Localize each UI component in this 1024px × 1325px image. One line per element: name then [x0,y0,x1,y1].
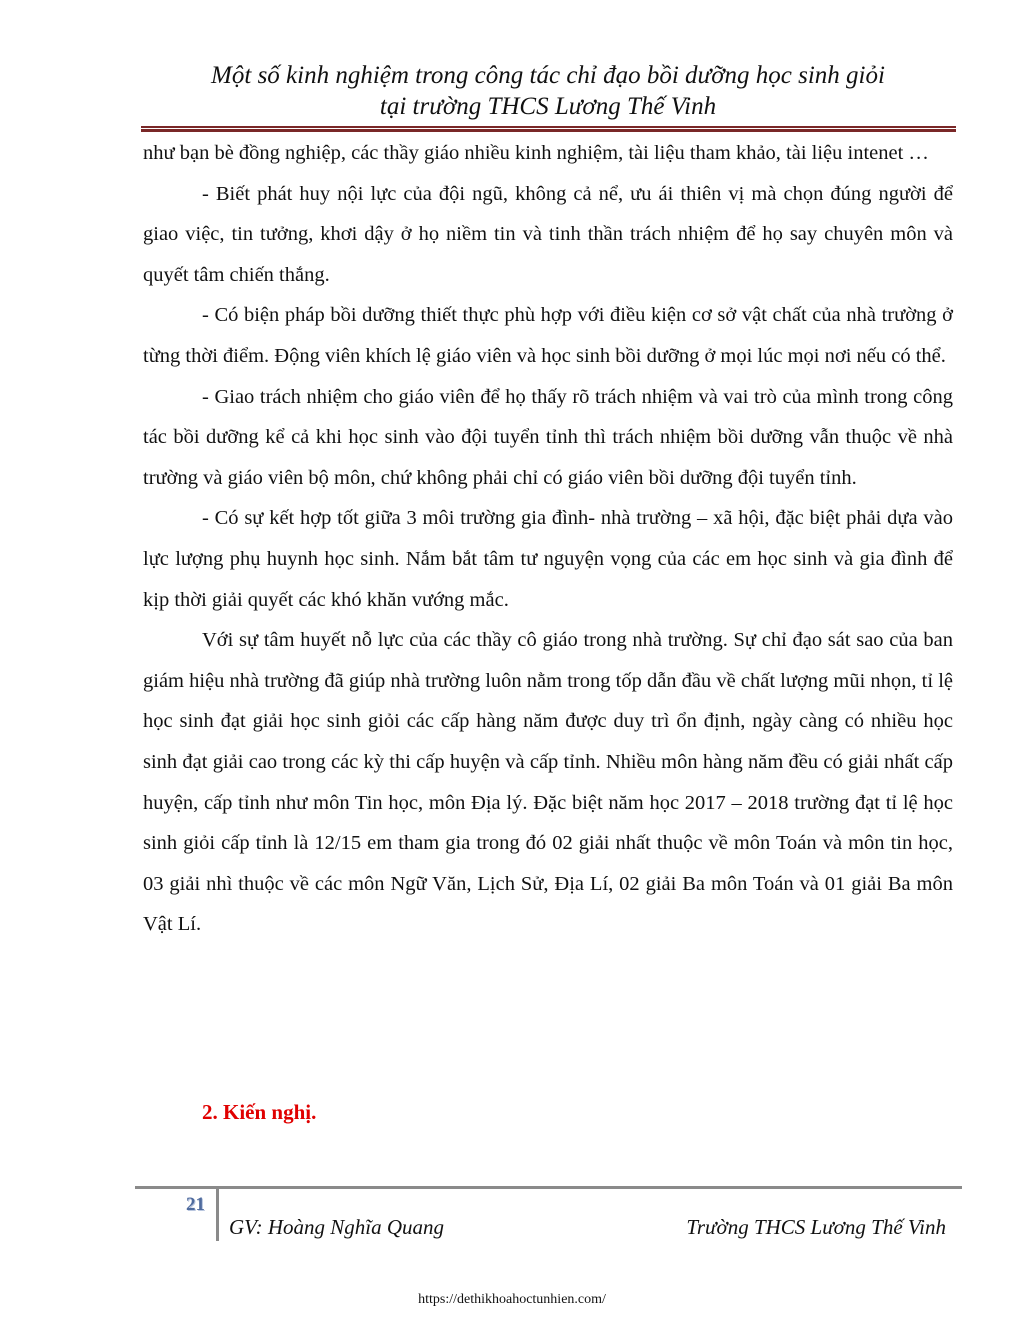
page-number: 21 [186,1194,205,1215]
paragraph-results: Với sự tâm huyết nỗ lực của các thầy cô giáo trong nhà trường. Sự chỉ đạo sát sao của ban giám hiệu nhà trường đã giúp nhà trường luôn nằm trong tốp dẫn đầu về chất lượng mũi nhọn, tỉ lệ học sinh đạt giải học sinh giỏi các cấp hàng năm được duy trì ổn định, ngày càng có nhiều học sinh đạt giải cao trong các kỳ thi cấp huyện và cấp tỉnh. Nhiều môn hàng năm đều có giải nhất cấp huyện, cấp tỉnh như môn Tin học, môn Địa lý. Đặc biệt năm học 2017 – 2018 trường đạt tỉ lệ học sinh giỏi cấp tỉnh là 12/15 em tham gia trong đó 02 giải nhất thuộc về môn Toán và môn tin học, 03 giải nhì thuộc về các môn Ngữ Văn, Lịch Sử, Địa Lí, 02 giải Ba môn Toán và 01 giải Ba môn Vật Lí. [143,629,953,936]
header-title-line2: tại trường THCS Lương Thế Vinh [379,93,717,120]
paragraph-continued: như bạn bè đồng nghiệp, các thầy giáo nhiều kinh nghiệm, tài liệu tham khảo, tài liệu intenet … [143,142,929,164]
paragraph-practical-measures: - Có biện pháp bồi dưỡng thiết thực phù hợp với điều kiện cơ sở vật chất của nhà trường ở từng thời điểm. Động viên khích lệ giáo viên và học sinh bồi dưỡng ở mọi lúc mọi nơi nếu có thể. [143,304,953,367]
footer-divider [216,1186,219,1241]
header-rule-thick [141,129,956,132]
footer-rule [135,1186,962,1189]
header-rule-thin [141,126,956,128]
footer-author: GV: Hoàng Nghĩa Quang [229,1215,445,1239]
paragraph-internal-strength: - Biết phát huy nội lực của đội ngũ, không cả nể, ưu ái thiên vị mà chọn đúng người để giao việc, tin tưởng, khơi dậy ở họ niềm tin và tinh thần trách nhiệm để họ say chuyên môn và quyết tâm chiến thắng. [143,182,953,286]
paragraph-teacher-responsibility: - Giao trách nhiệm cho giáo viên để họ thấy rõ trách nhiệm và vai trò của mình trong công tác bồi dưỡng kể cả khi học sinh vào đội tuyển tỉnh thì trách nhiệm bồi dưỡng vẫn thuộc về nhà trường và giáo viên bộ môn, chứ không phải chỉ có giáo viên bồi dưỡng đội tuyển tỉnh. [143,385,953,489]
page-header [140,60,956,122]
document-body [143,133,953,945]
paragraph-family-school-society: - Có sự kết hợp tốt giữa 3 môi trường gia đình- nhà trường – xã hội, đặc biệt phải dựa vào lực lượng phụ huynh học sinh. Nắm bắt tâm tư nguyện vọng của các em học sinh và gia đình để kịp thời giải quyết các khó khăn vướng mắc. [143,507,953,611]
section-heading-recommendations: 2. Kiến nghị. [202,1100,317,1124]
source-url[interactable]: https://dethikhoahoctunhien.com/ [418,1292,606,1307]
header-title-line1: Một số kinh nghiệm trong công tác chỉ đạo bồi dưỡng học sinh giỏi [211,62,885,89]
footer-school: Trường THCS Lương Thế Vinh [686,1215,946,1239]
